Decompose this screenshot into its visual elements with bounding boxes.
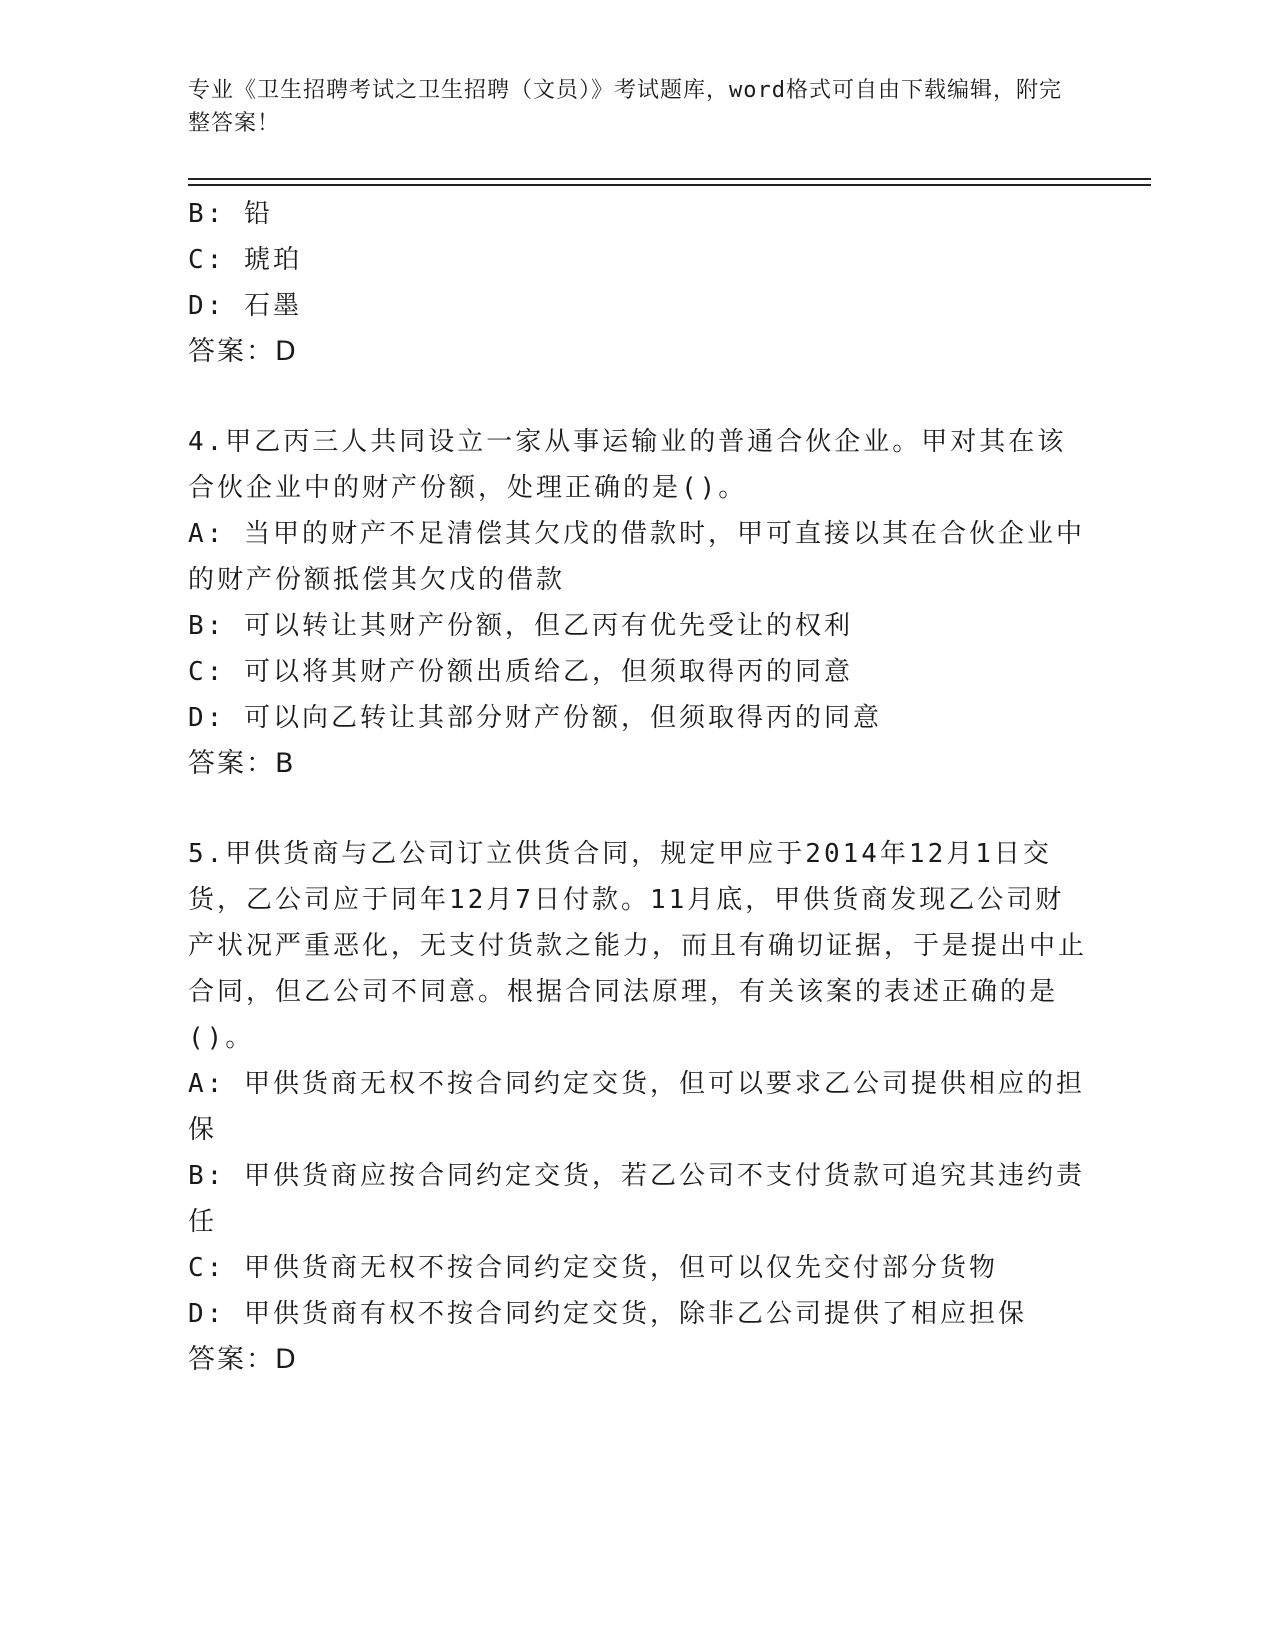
question-content — [188, 191, 1088, 1383]
spacer — [188, 787, 1088, 831]
question-4 — [188, 419, 1088, 787]
answer-label: 答案：D — [188, 336, 298, 367]
option-b: B: 铅 — [188, 199, 273, 229]
header-divider-bottom — [188, 184, 1151, 186]
question-stem: 5.甲供货商与乙公司订立供货合同，规定甲应于2014年12月1日交货，乙公司应于同年12月7日付款。11月底，甲供货商发现乙公司财产状况严重恶化，无支付货款之能力，而且有确切证据，于是提出中止合同，但乙公司不同意。根据合同法原理，有关该案的表述正确的是()。 — [188, 839, 1088, 1053]
option-a: A: 当甲的财产不足清偿其欠戊的借款时，甲可直接以其在合伙企业中的财产份额抵偿其欠戊的借款 — [188, 519, 1085, 595]
option-d: D: 甲供货商有权不按合同约定交货，除非乙公司提供了相应担保 — [188, 1299, 1027, 1329]
option-b: B: 可以转让其财产份额，但乙丙有优先受让的权利 — [188, 611, 853, 641]
option-c: C: 琥珀 — [188, 245, 302, 275]
option-b: B: 甲供货商应按合同约定交货，若乙公司不支付货款可追究其违约责任 — [188, 1161, 1085, 1237]
question-5 — [188, 831, 1088, 1383]
option-c: C: 甲供货商无权不按合同约定交货，但可以仅先交付部分货物 — [188, 1253, 998, 1283]
answer-label: 答案：D — [188, 1344, 298, 1375]
option-d: D: 石墨 — [188, 291, 302, 321]
option-c: C: 可以将其财产份额出质给乙，但须取得丙的同意 — [188, 657, 853, 687]
spacer — [188, 375, 1088, 419]
option-d: D: 可以向乙转让其部分财产份额，但须取得丙的同意 — [188, 703, 882, 733]
question-stem: 4.甲乙丙三人共同设立一家从事运输业的普通合伙企业。甲对其在该合伙企业中的财产份额，处理正确的是()。 — [188, 427, 1067, 503]
document-header: 专业《卫生招聘考试之卫生招聘（文员）》考试题库，word格式可自由下载编辑，附完整答案！ — [188, 78, 1062, 136]
answer-label: 答案：B — [188, 748, 296, 779]
header-divider-top — [188, 178, 1151, 180]
option-a: A: 甲供货商无权不按合同约定交货，但可以要求乙公司提供相应的担保 — [188, 1069, 1085, 1145]
question-3-tail — [188, 191, 1088, 375]
